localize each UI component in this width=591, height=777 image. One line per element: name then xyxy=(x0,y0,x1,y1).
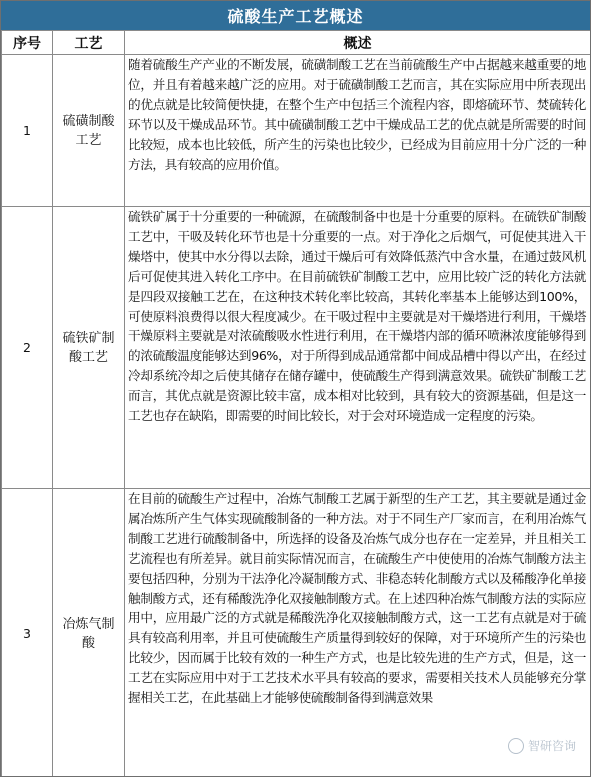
table-row xyxy=(2,489,591,777)
header-number: 序号 xyxy=(2,31,53,55)
table-row xyxy=(2,55,591,207)
header-overview: 概述 xyxy=(125,31,591,55)
process-name: 冶炼气制酸 xyxy=(53,489,125,777)
table-row xyxy=(2,207,591,489)
process-description: 在目前的硫酸生产过程中，冶炼气制酸工艺属于新型的生产工艺，其主要就是通过金属冶炼所产生气体实现硫酸制备的一种方法。对于不同生产厂家而言，在利用冶炼气制酸工艺进行硫酸制备中，所选择的设备及冶炼气成分也存在一定差异，并且相关工艺流程也有所差异。就目前实际情况而言，在硫酸生产中使使用的冶炼气制酸方法主要包括四种，分别为干法净化冷凝制酸方式、非稳态转化制酸方式以及稀酸净化单接触制酸方式，还有稀酸洗净化双接触制酸方式。在上述四种冶炼气制酸方法的实际应用中，应用最广泛的方式就是稀酸洗净化双接触制酸方式，这一工艺有点就是对于硫具有较高利用率，并且可使硫酸生产质量得到较好的保障，对于环境所产生的污染也比较少，因而属于比较有效的一种生产方式，也是比较先进的生产方式，但是，这一工艺在实际应用中对于工艺技术水平具有较高的要求，需要相关技术人员能够充分掌握相关工艺，在此基础上才能够使硫酸制备得到满意效果 xyxy=(125,489,591,777)
process-description: 硫铁矿属于十分重要的一种硫源，在硫酸制备中也是十分重要的原料。在硫铁矿制酸工艺中，干吸及转化环节也是十分重要的一点。对于净化之后烟气，可促使其进入干燥塔中，使其中水分得以去除，通过干燥后可有效降低蒸汽中含水量，在通过鼓风机后可促使其进入转化工序中。在目前硫铁矿制酸工艺中，应用比较广泛的转化方法就是四段双接触工艺在，在这种技术转化率比较高，其转化率基本上能够达到100%，可使原料浪费得以很大程度减少。在干吸过程中主要就是对干燥塔进行利用，干燥塔干燥原料主要就是对浓硫酸吸水性进行利用，在干燥塔内部的循环喷淋浓度能够得到的浓硫酸温度能够达到96%，对于所得到成品通常都中间成品槽中得以产出，在经过冷却系统冷却之后使其储存在储存罐中，使硫酸生产得到满意效果。硫铁矿制酸工艺而言，其优点就是资源比较丰富，成本相对比较到，具有较大的资源基础，但是这一工艺也存在缺陷，即需要的时间比较长，对于会对环境造成一定程度的污染。 xyxy=(125,207,591,489)
process-table xyxy=(1,30,591,777)
row-number: 1 xyxy=(2,55,53,207)
header-process: 工艺 xyxy=(53,31,125,55)
watermark-logo-icon xyxy=(508,738,524,754)
row-number: 2 xyxy=(2,207,53,489)
process-description: 随着硫酸生产产业的不断发展，硫磺制酸工艺在当前硫酸生产中占据越来越重要的地位，并且有着越来越广泛的应用。对于硫磺制酸工艺而言，其在实际应用中所表现出的优点就是比较简便快捷，在整个生产中包括三个流程内容，即熔硫环节、焚硫转化环节以及干燥成品环节。其中硫磺制酸工艺中干燥成品工艺的优点就是所需要的时间比较短，成本也比较低，所产生的污染也比较少，已经成为目前应用十分广泛的一种方法，具有较高的应用价值。 xyxy=(125,55,591,207)
process-name: 硫磺制酸工艺 xyxy=(53,55,125,207)
table-title: 硫酸生产工艺概述 xyxy=(1,1,590,30)
row-number: 3 xyxy=(2,489,53,777)
watermark-text: 智研咨询 xyxy=(527,739,576,753)
header-row xyxy=(2,31,591,55)
watermark xyxy=(508,737,576,754)
process-name: 硫铁矿制酸工艺 xyxy=(53,207,125,489)
